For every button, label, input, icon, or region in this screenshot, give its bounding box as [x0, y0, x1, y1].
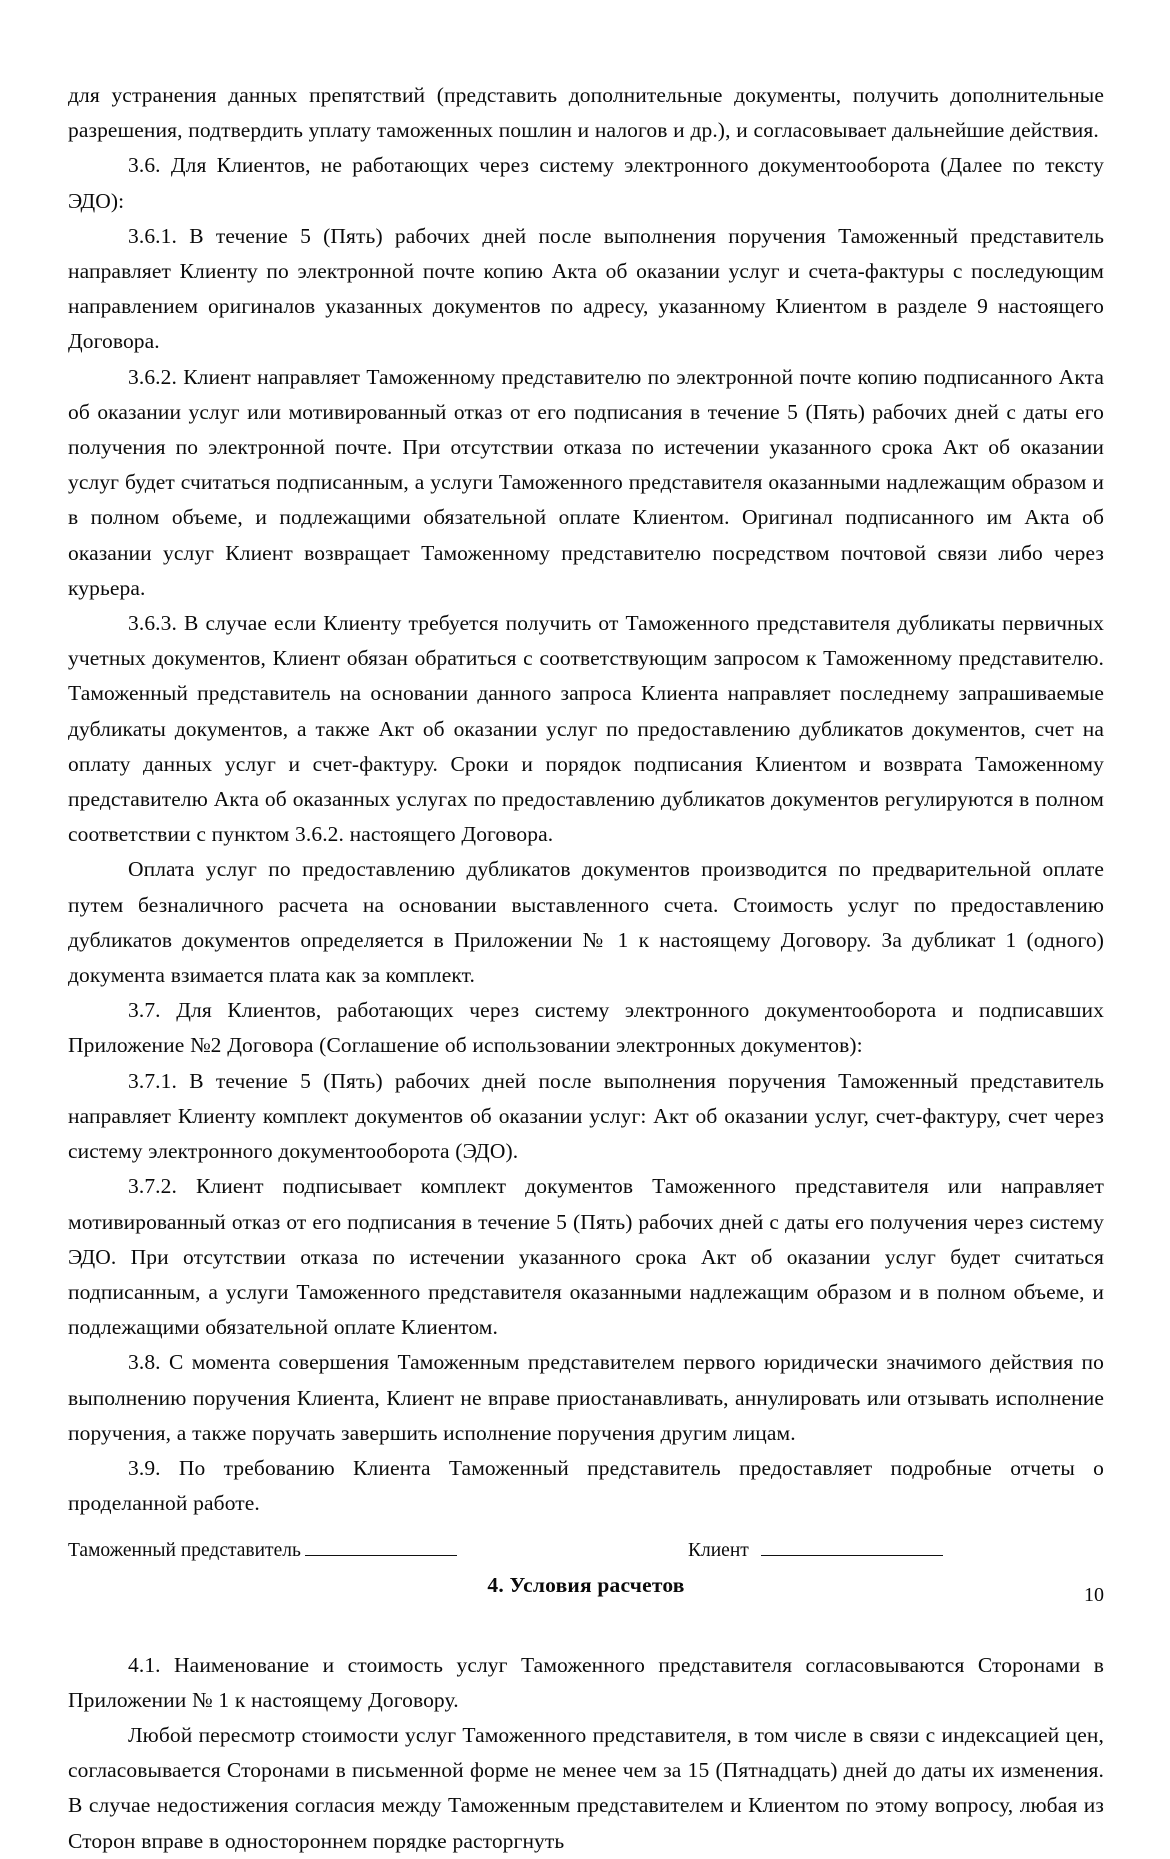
paragraph-intro: для устранения данных препятствий (представить дополнительные документы, получить дополнительные разрешения, подтвердить уплату таможенных пошлин и налогов и др.), и согласовывает дальнейшие действия. [68, 83, 1104, 143]
client-signature-line [761, 1540, 943, 1556]
page-number: 10 [1084, 1584, 1104, 1606]
paragraph-3-6: 3.6. Для Клиентов, не работающих через систему электронного документооборота (Далее по тексту ЭДО): [68, 153, 1104, 213]
customs-representative-label: Таможенный представитель [68, 1540, 301, 1561]
paragraph-3-6-3: 3.6.3. В случае если Клиенту требуется получить от Таможенного представителя дубликаты первичных учетных документов, Клиент обязан обратиться с соответствующим запросом к Таможенному представителю. Таможенный представитель на основании данного запроса Клиента направляет последнему запрашиваемые дубликаты документов, а также Акт об оказании услуг по предоставлению дубликатов документов, счет на оплату данных услуг и счет-фактуру. Сроки и порядок подписания Клиентом и возврата Таможенному представителю Акта об оказанных услугах по предоставлению дубликатов документов регулируются в полном соответствии с пунктом 3.6.2. настоящего Договора. [68, 611, 1104, 847]
section-heading-4: 4. Условия расчетов [487, 1573, 685, 1598]
paragraph-price-revision: Любой пересмотр стоимости услуг Таможенного представителя, в том числе в связи с индексацией цен, согласовывается Сторонами в письменной форме не менее чем за 15 (Пятнадцать) дней до даты их изменения. В случае недостижения согласия между Таможенным представителем и Клиентом по этому вопросу, любая из Сторон вправе в одностороннем порядке расторгнуть [68, 1722, 1104, 1853]
customs-representative-signature-block [68, 1538, 688, 1564]
heading-spacer-bottom [68, 1604, 1104, 1648]
client-signature-block [688, 1538, 943, 1564]
paragraph-3-6-2: 3.6.2. Клиент направляет Таможенному представителю по электронной почте копию подписанного Акта об оказании услуг или мотивированный отказ от его подписания в течение 5 (Пять) рабочих дней с даты его получения по электронной почте. При отсутствии отказа по истечении указанного срока Акт об оказании услуг будет считаться подписанным, а услуги Таможенного представителя оказанными надлежащим образом и в полном объеме, и подлежащими обязательной оплате Клиентом. Оригинал подписанного им Акта об оказании услуг Клиент возвращает Таможенному представителю посредством почтовой связи либо через курьера. [68, 364, 1104, 600]
client-label: Клиент [688, 1540, 749, 1561]
paragraph-3-6-1: 3.6.1. В течение 5 (Пять) рабочих дней после выполнения поручения Таможенный представитель направляет Клиенту по электронной почте копию Акта об оказании услуг и счета-фактуры с последующим направлением оригиналов указанных документов по адресу, указанному Клиентом в разделе 9 настоящего Договора. [68, 223, 1104, 354]
paragraph-3-8: 3.8. С момента совершения Таможенным представителем первого юридически значимого действия по выполнению поручения Клиента, Клиент не вправе приостанавливать, аннулировать или отзывать исполнение поручения, а также поручать завершить исполнение поручения другим лицам. [68, 1350, 1104, 1445]
paragraph-payment-duplicates: Оплата услуг по предоставлению дубликатов документов производится по предварительной оплате путем безналичного расчета на основании выставленного счета. Стоимость услуг по предоставлению дубликатов документов определяется в Приложении № 1 к настоящему Договору. За дубликат 1 (одного) документа взимается плата как за комплект. [68, 857, 1104, 988]
paragraph-3-7-2: 3.7.2. Клиент подписывает комплект документов Таможенного представителя или направляет мотивированный отказ от его подписания в течение 5 (Пять) рабочих дней с даты его получения через систему ЭДО. При отсутствии отказа по истечении указанного срока Акт об оказании услуг будет считаться подписанным, а услуги Таможенного представителя оказанными надлежащим образом и в полном объеме, и подлежащими обязательной оплате Клиентом. [68, 1174, 1104, 1340]
paragraph-3-9: 3.9. По требованию Клиента Таможенный представитель предоставляет подробные отчеты о проделанной работе. [68, 1455, 1104, 1516]
paragraph-3-7: 3.7. Для Клиентов, работающих через систему электронного документооборота и подписавших Приложение №2 Договора (Соглашение об использовании электронных документов): [68, 998, 1104, 1058]
signature-footer [68, 1538, 1104, 1564]
document-body [68, 78, 1104, 1859]
customs-representative-signature-line [305, 1540, 457, 1556]
signature-row [68, 1538, 1104, 1564]
paragraph-4-1: 4.1. Наименование и стоимость услуг Таможенного представителя согласовываются Сторонами в Приложении № 1 к настоящему Договору. [68, 1652, 1104, 1712]
paragraph-3-7-1: 3.7.1. В течение 5 (Пять) рабочих дней после выполнения поручения Таможенный представитель направляет Клиенту комплект документов об оказании услуг: Акт об оказании услуг, счет-фактуру, счет через систему электронного документооборота (ЭДО). [68, 1068, 1104, 1164]
